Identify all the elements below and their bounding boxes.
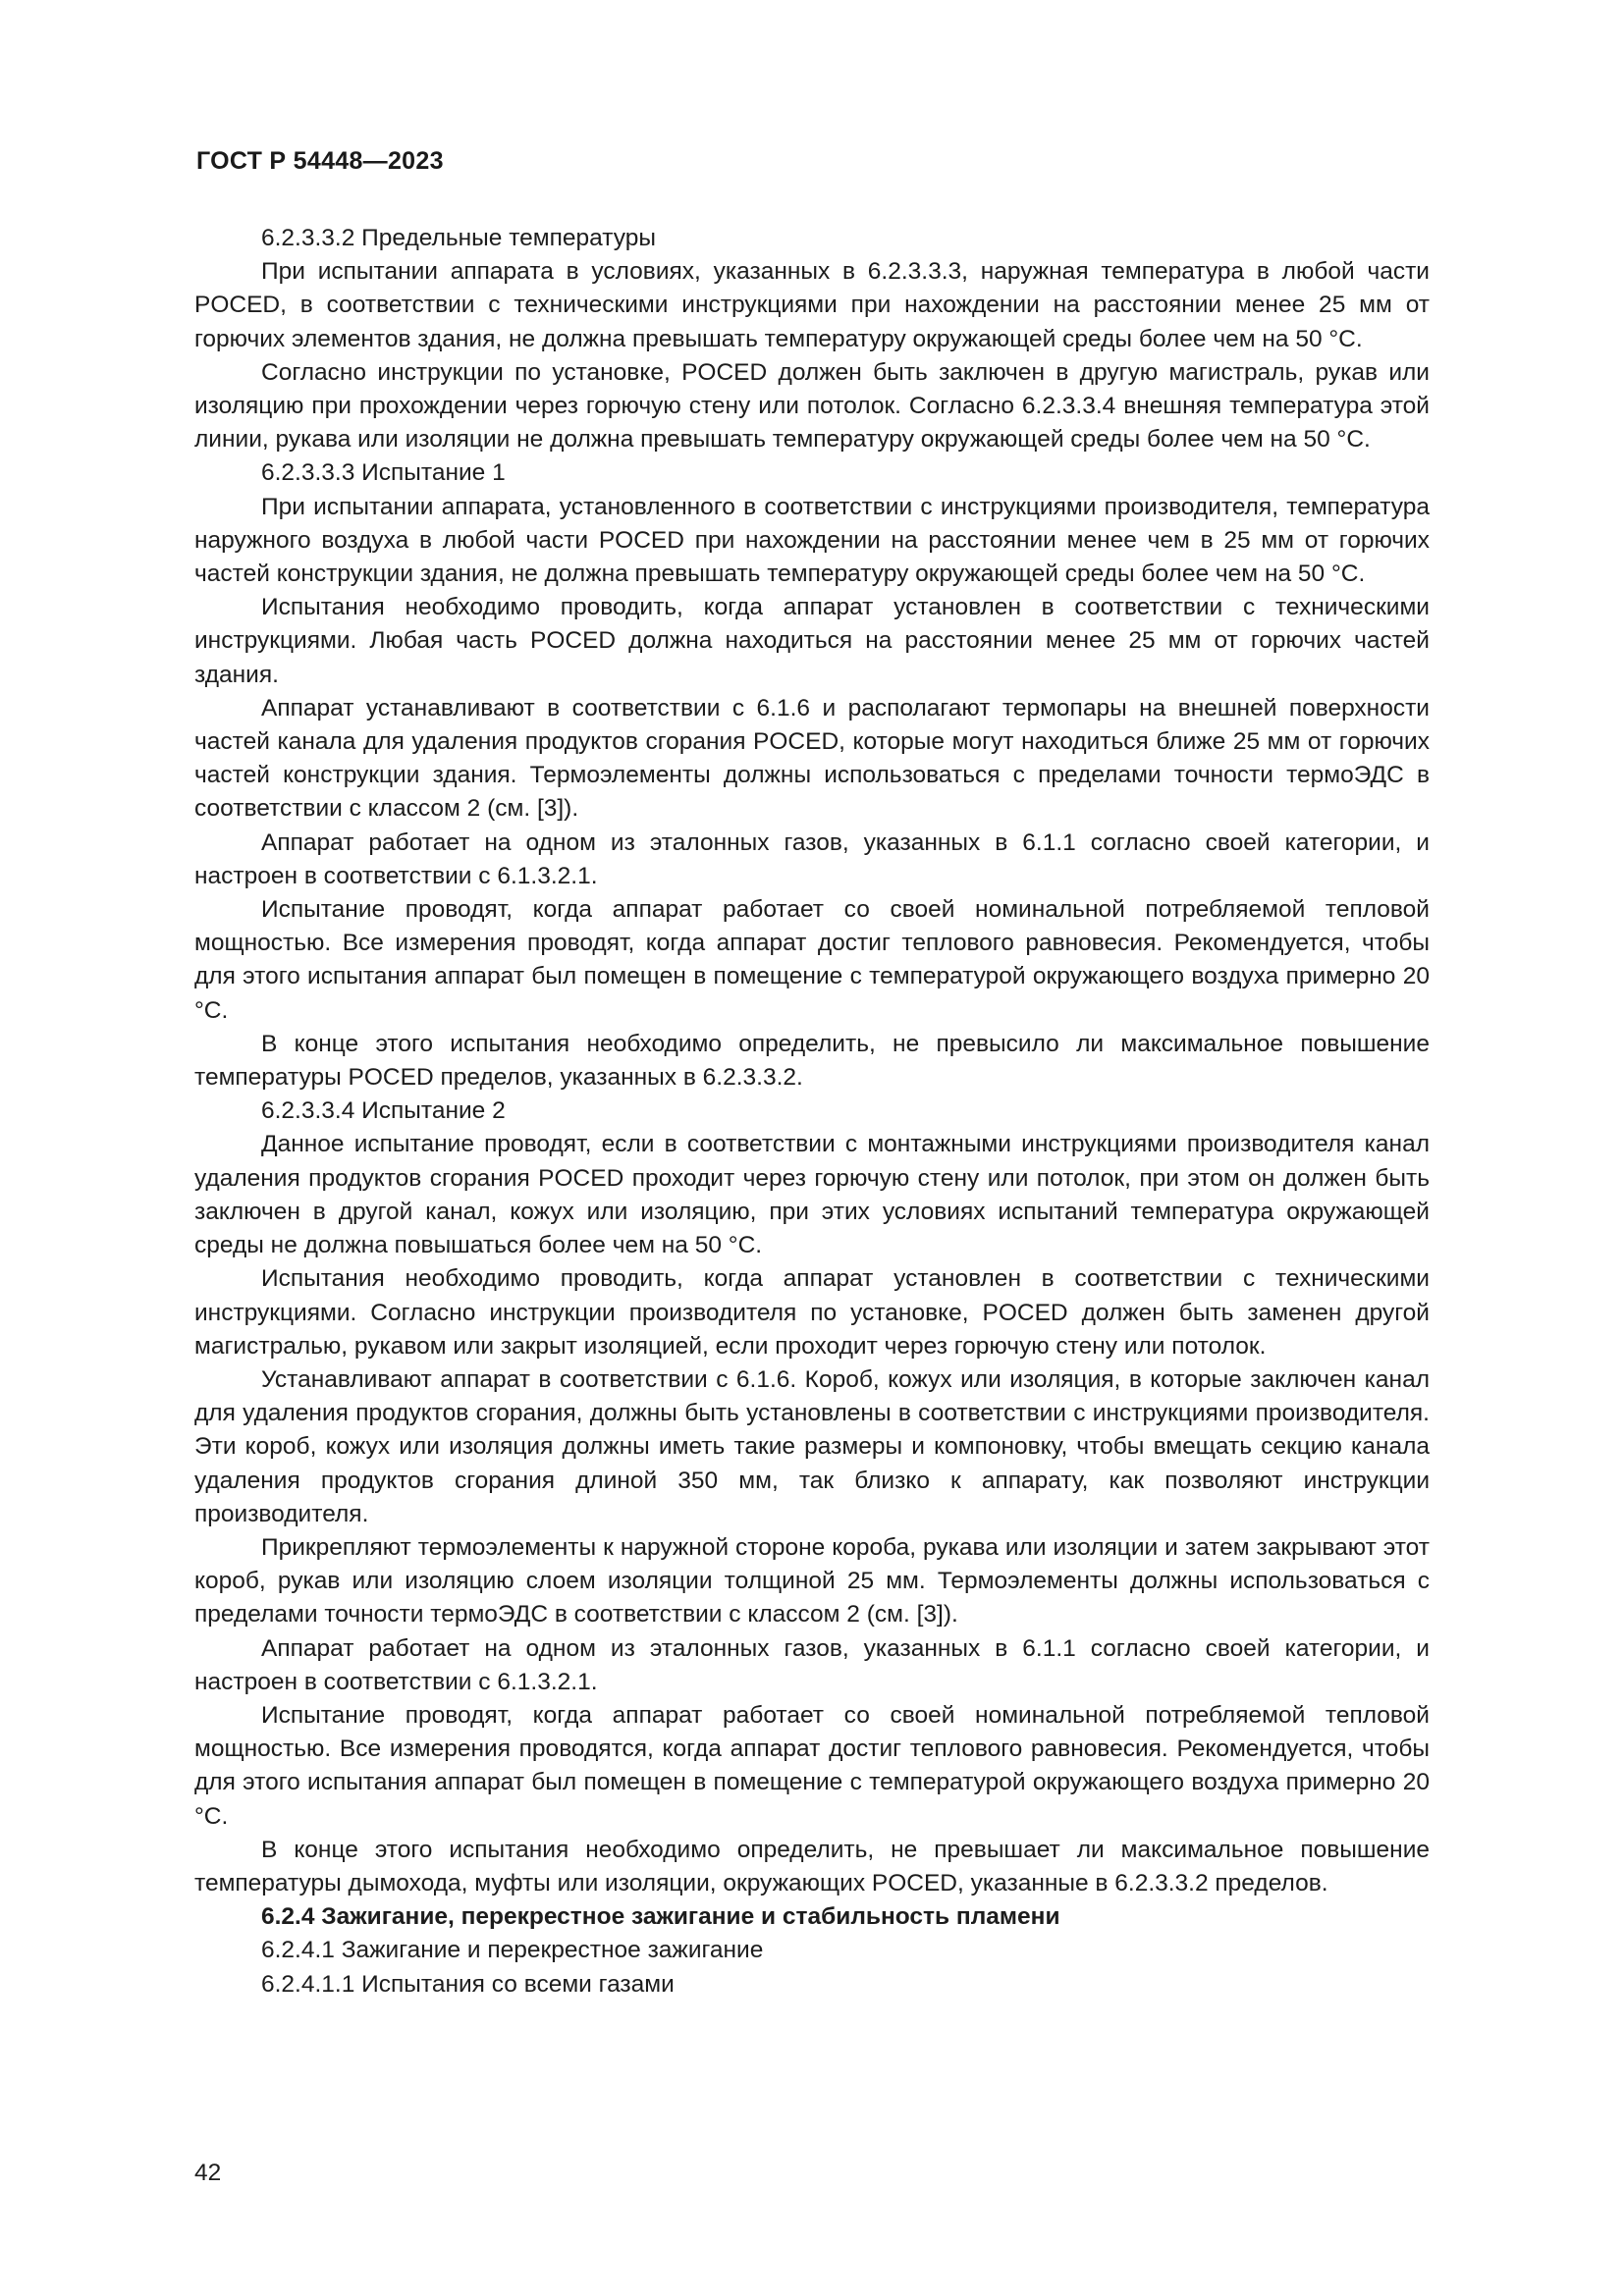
document-header: ГОСТ Р 54448—2023 — [196, 147, 444, 175]
section-heading: 6.2.4.1.1 Испытания со всеми газами — [261, 1970, 675, 1998]
section-heading: 6.2.3.3.2 Предельные температуры — [261, 225, 656, 251]
body-paragraph: Устанавливают аппарат в соответствии с 6.1.6. Короб, кожух или изоляция, в которые заключен канал для удаления продуктов сгорания, должны быть установлены в соответствии с инструкциями производителя. Эти короб, кожух или изоляция должны иметь такие размеры и компоновку, чтобы вмещать секцию канала удаления продуктов сгорания длиной 350 мм, так близко к аппарату, как позволяют инструкции производителя. — [194, 1365, 1430, 1527]
body-paragraph: При испытании аппарата в условиях, указанных в 6.2.3.3.3, наружная температура в любой части POCED, в соответствии с техническими инструкциями при нахождении на расстоянии менее 25 мм от горючих элементов здания, не должна превышать температуру окружающей среды более чем на 50 °С. — [194, 258, 1430, 352]
section-heading: 6.2.4.1 Зажигание и перекрестное зажигание — [261, 1937, 764, 1964]
section-heading-bold: 6.2.4 Зажигание, перекрестное зажигание и стабильность пламени — [261, 1903, 1060, 1931]
body-paragraph: Данное испытание проводят, если в соответствии с монтажными инструкциями производителя канал удаления продуктов сгорания POCED проходит через горючую стену или потолок, при этом он должен быть заключен в другой канал, кожух или изоляцию, при этих условиях испытаний температура окружающей среды не должна повышаться более чем на 50 °С. — [194, 1131, 1430, 1259]
body-paragraph: Испытания необходимо проводить, когда аппарат установлен в соответствии с техническими инструкциями. Согласно инструкции производителя по установке, POCED должен быть заменен другой магистралью, рукавом или закрыт изоляцией, если проходит через горючую стену или потолок. — [194, 1265, 1430, 1360]
body-paragraph: Аппарат работает на одном из эталонных газов, указанных в 6.1.1 согласно своей категории, и настроен в соответствии с 6.1.3.2.1. — [194, 1634, 1430, 1695]
document-body — [194, 222, 1430, 2002]
body-paragraph: Согласно инструкции по установке, POCED должен быть заключен в другую магистраль, рукав или изоляцию при прохождении через горючую стену или потолок. Согласно 6.2.3.3.4 внешняя температура этой линии, рукава или изоляции не должна превышать температуру окружающей среды более чем на 50 °С. — [194, 358, 1430, 454]
body-paragraph: Аппарат устанавливают в соответствии с 6.1.6 и располагают термопары на внешней поверхности частей канала для удаления продуктов сгорания POCED, которые могут находиться ближе 25 мм от горючих частей конструкции здания. Термоэлементы должны использоваться с пределами точности термоЭДС в соответствии с классом 2 (см. [3]). — [194, 694, 1430, 823]
section-heading: 6.2.3.3.3 Испытание 1 — [261, 459, 506, 487]
page-number: 42 — [194, 2160, 222, 2186]
body-paragraph: Испытания необходимо проводить, когда аппарат установлен в соответствии с техническими инструкциями. Любая часть POCED должна находиться на расстоянии менее 25 мм от горючих частей здания. — [194, 594, 1430, 688]
body-paragraph: В конце этого испытания необходимо определить, не превышает ли максимальное повышение температуры дымохода, муфты или изоляции, окружающих POCED, указанные в 6.2.3.3.2 пределов. — [194, 1836, 1430, 1896]
body-paragraph: Аппарат работает на одном из эталонных газов, указанных в 6.1.1 согласно своей категории, и настроен в соответствии с 6.1.3.2.1. — [194, 828, 1430, 889]
body-paragraph: Прикрепляют термоэлементы к наружной стороне короба, рукава или изоляции и затем закрывают этот короб, рукав или изоляцию слоем изоляции толщиной 25 мм. Термоэлементы должны использоваться с пределами точности термоЭДС в соответствии с классом 2 (см. [3]). — [194, 1533, 1430, 1629]
body-paragraph: Испытание проводят, когда аппарат работает со своей номинальной потребляемой тепловой мощностью. Все измерения проводятся, когда аппарат достиг теплового равновесия. Рекомендуется, чтобы для этого испытания аппарат был помещен в помещение с температурой окружающего воздуха примерно 20 °С. — [194, 1701, 1430, 1830]
body-paragraph: Испытание проводят, когда аппарат работает со своей номинальной потребляемой тепловой мощностью. Все измерения проводят, когда аппарат достиг теплового равновесия. Рекомендуется, чтобы для этого испытания аппарат был помещен в помещение с температурой окружающего воздуха примерно 20 °С. — [194, 896, 1430, 1024]
body-paragraph: При испытании аппарата, установленного в соответствии с инструкциями производителя, температура наружного воздуха в любой части POCED при нахождении на расстоянии менее чем в 25 мм от горючих частей конструкции здания, не должна превышать температуру окружающей среды более чем на 50 °С. — [194, 493, 1430, 588]
body-paragraph: В конце этого испытания необходимо определить, не превысило ли максимальное повышение температуры POCED пределов, указанных в 6.2.3.3.2. — [194, 1030, 1430, 1092]
section-heading: 6.2.3.3.4 Испытание 2 — [261, 1097, 506, 1125]
